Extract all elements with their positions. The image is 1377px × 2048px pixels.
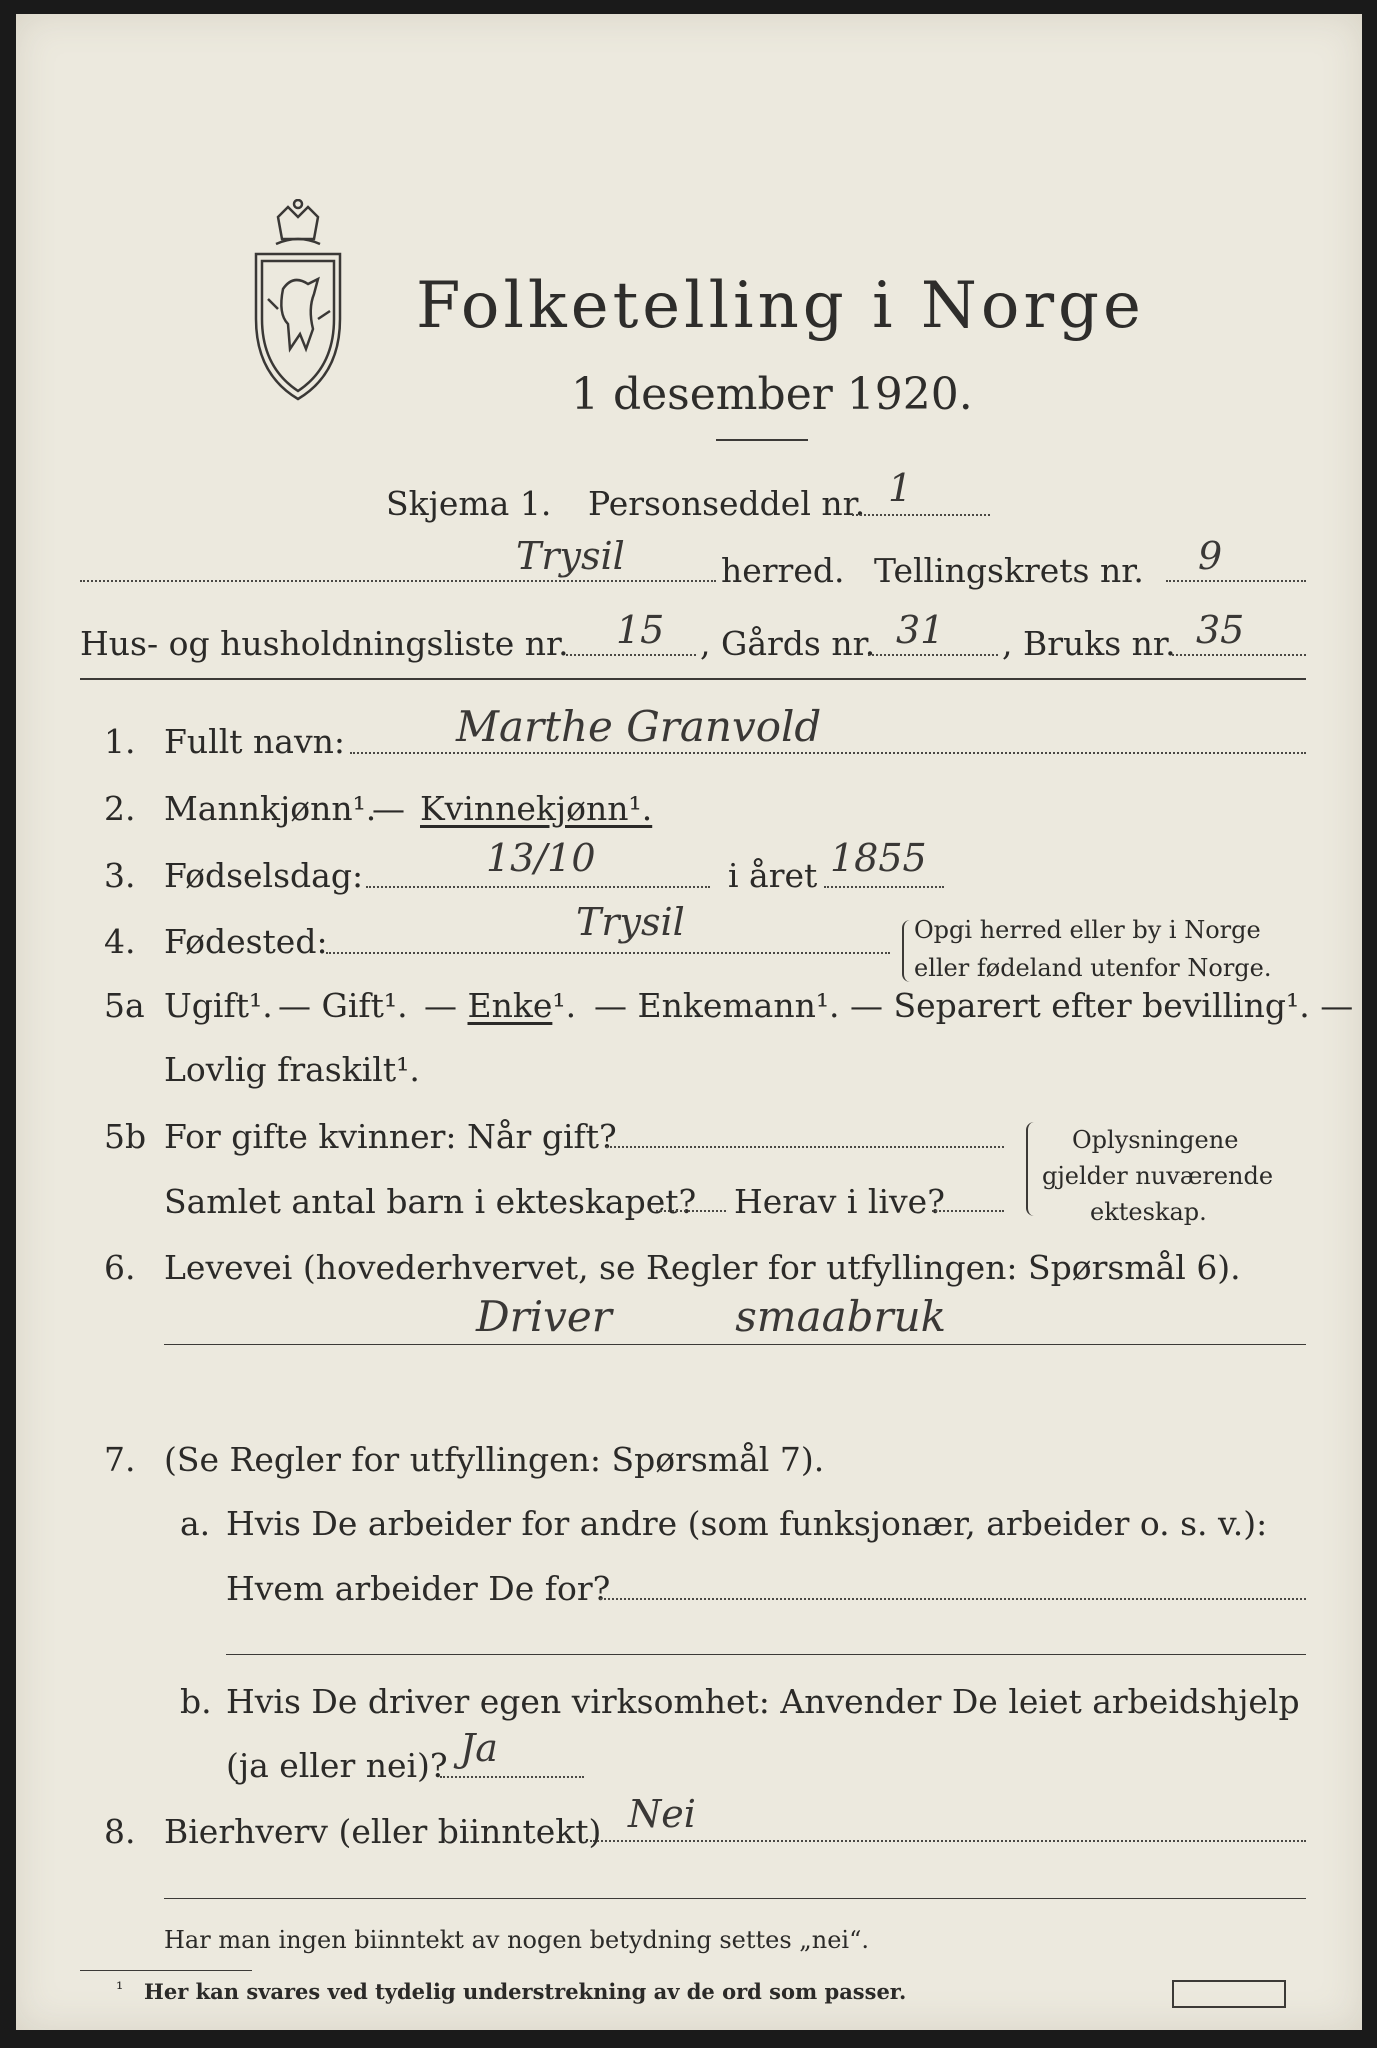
q5b-note-line2: gjelder nuværende	[1042, 1162, 1274, 1190]
q6-label: Levevei (hovederhvervet, se Regler for utfyllingen: Spørsmål 6).	[164, 1248, 1241, 1287]
q7b-text: Hvis De driver egen virksomhet: Anvender De leiet arbeidshjelp	[226, 1682, 1300, 1721]
q5a-enke-option[interactable]	[424, 986, 576, 1026]
q7a-question: Hvem arbeider De for?	[226, 1569, 611, 1608]
q8-extra-line	[164, 1898, 1306, 1899]
q7b-value[interactable]: Ja	[460, 1726, 498, 1770]
footnote-mark: ¹	[116, 1979, 124, 2000]
q7a-employer-field[interactable]	[600, 1598, 1306, 1600]
bruks-value[interactable]: 35	[1196, 608, 1245, 652]
q4-note-line2: eller fødeland utenfor Norge.	[914, 954, 1272, 982]
q3-number: 3.	[104, 856, 136, 895]
q7b-letter: b.	[180, 1682, 212, 1721]
q2-separator: —	[372, 789, 405, 828]
personseddel-label: Personseddel nr.	[588, 484, 866, 523]
skjema-label: Skjema 1.	[386, 484, 552, 523]
q5b-number: 5b	[104, 1117, 147, 1156]
q4-number: 4.	[104, 922, 136, 961]
gards-label: , Gårds nr.	[700, 624, 876, 663]
q7a-text: Hvis De arbeider for andre (som funksjonær, arbeider o. s. v.):	[226, 1504, 1268, 1543]
census-date: 1 desember 1920.	[571, 369, 973, 420]
q5b-note-brace	[1026, 1122, 1036, 1216]
hus-field-line	[566, 654, 696, 656]
q1-full-name-value[interactable]: Marthe Granvold	[456, 702, 822, 751]
footnote-text: Her kan svares ved tydelig understrekning av de ord som passer.	[144, 1979, 907, 2004]
q7-label: (Se Regler for utfyllingen: Spørsmål 7).	[164, 1440, 825, 1479]
q8-number: 8.	[104, 1812, 136, 1851]
q3-year-value[interactable]: 1855	[830, 836, 927, 880]
bruks-field-line	[1172, 654, 1306, 656]
q7b-field-line	[440, 1776, 584, 1778]
q3-label: Fødselsdag:	[164, 856, 364, 895]
q7b-question: (ja eller nei)?	[226, 1746, 448, 1785]
q7a-extra-line	[226, 1654, 1306, 1655]
census-form	[16, 14, 1362, 2030]
q7a-letter: a.	[180, 1504, 211, 1543]
q5b-married-when-field[interactable]	[606, 1146, 1004, 1148]
q5b-alive-label: Herav i live?	[734, 1182, 945, 1221]
tellingskrets-value[interactable]: 9	[1198, 534, 1223, 578]
q5a-enke-dash: —	[424, 986, 468, 1025]
printer-stamp	[1172, 1980, 1286, 2008]
q5b-children-label: Samlet antal barn i ekteskapet?	[164, 1182, 697, 1221]
q2-male-option[interactable]: Mannkjønn¹.	[164, 789, 377, 828]
q3-birthday-value[interactable]: 13/10	[486, 836, 596, 880]
herred-label: herred.	[721, 551, 845, 590]
q5a-gift-option[interactable]: — Gift¹.	[278, 986, 408, 1025]
gards-value[interactable]: 31	[896, 608, 945, 652]
form-title: Folketelling i Norge	[416, 269, 1145, 343]
q1-field-line	[350, 752, 1306, 754]
q3-year-label: i året	[728, 856, 818, 895]
coat-of-arms-icon	[238, 199, 358, 409]
q4-note-brace	[902, 920, 912, 982]
q6-field-line	[164, 1344, 1306, 1345]
bruks-label: , Bruks nr.	[1002, 624, 1176, 663]
personseddel-value[interactable]: 1	[888, 466, 913, 510]
footer-note: Har man ingen biinntekt av nogen betydning settes „nei“.	[164, 1926, 869, 1954]
q4-note-line1: Opgi herred eller by i Norge	[914, 916, 1261, 944]
q4-birthplace-value[interactable]: Trysil	[576, 900, 685, 944]
q3-field-line	[366, 886, 710, 888]
q5a-number: 5a	[104, 986, 145, 1025]
q2-female-option[interactable]: Kvinnekjønn¹.	[420, 789, 653, 828]
q5b-children-field[interactable]	[656, 1210, 726, 1212]
q5b-married-when-label: For gifte kvinner: Når gift?	[164, 1117, 617, 1156]
q8-field-line	[590, 1840, 1306, 1842]
q8-value[interactable]: Nei	[628, 1792, 696, 1836]
footnote-divider	[80, 1970, 252, 1971]
q7-number: 7.	[104, 1440, 136, 1479]
hus-value[interactable]: 15	[616, 608, 665, 652]
q6-occupation-value[interactable]: Driver smaabruk	[476, 1292, 947, 1341]
q2-number: 2.	[104, 789, 136, 828]
q1-number: 1.	[104, 722, 136, 761]
q5a-enke-sup: ¹.	[552, 986, 577, 1025]
q3-year-field-line	[824, 886, 944, 888]
q5b-note-line3: ekteskap.	[1090, 1198, 1207, 1226]
q5a-fraskilt-option[interactable]: Lovlig fraskilt¹.	[164, 1050, 420, 1089]
tellingskrets-label: Tellingskrets nr.	[874, 551, 1144, 590]
q6-number: 6.	[104, 1248, 136, 1287]
q8-label: Bierhverv (eller biinntekt)	[164, 1812, 602, 1851]
tellingskrets-field-line	[1166, 580, 1306, 582]
q1-label: Fullt navn:	[164, 722, 345, 761]
title-divider	[716, 439, 808, 441]
section-divider	[80, 678, 1306, 680]
herred-field-line	[80, 580, 716, 582]
q5a-ugift-option[interactable]: Ugift¹.	[164, 986, 273, 1025]
q4-label: Fødested:	[164, 922, 328, 961]
hus-label: Hus- og husholdningsliste nr.	[80, 624, 569, 663]
gards-field-line	[868, 654, 998, 656]
herred-value[interactable]: Trysil	[516, 534, 625, 578]
q4-field-line	[326, 952, 890, 954]
personseddel-field-line	[852, 514, 990, 516]
q5b-note-line1: Oplysningene	[1072, 1126, 1239, 1154]
q5a-enke-text: Enke	[467, 986, 553, 1025]
q5b-alive-field[interactable]	[932, 1210, 1004, 1212]
q5a-rest-options[interactable]: — Enkemann¹. — Separert efter bevilling¹. —	[594, 986, 1354, 1025]
